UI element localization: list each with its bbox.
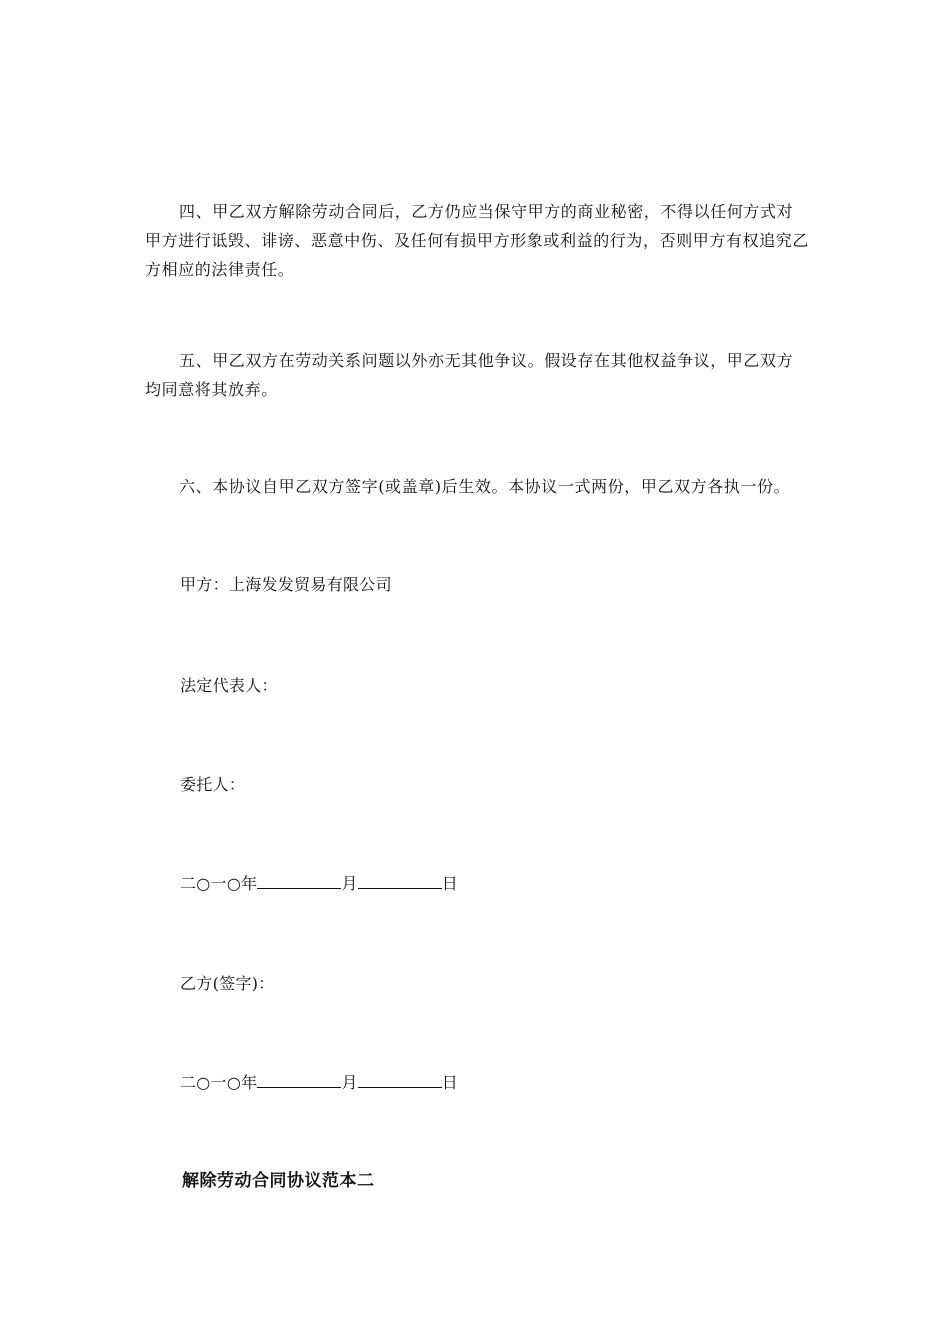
day-blank <box>358 1071 442 1088</box>
party-b-line: 乙方(签字)： <box>180 974 275 993</box>
date-year-label: 二○一○年 <box>180 874 258 893</box>
party-a-line: 甲方：上海发发贸易有限公司 <box>180 575 392 594</box>
date-year-label: 二○一○年 <box>180 1073 258 1092</box>
month-blank <box>257 872 341 889</box>
date-line-party-b <box>180 1068 458 1097</box>
agent-line: 委托人： <box>180 775 246 794</box>
date-day-label: 日 <box>441 1073 459 1092</box>
date-month-label: 月 <box>341 874 358 893</box>
clause-four: 四、甲乙双方解除劳动合同后，乙方仍应当保守甲方的商业秘密，不得以任何方式对甲方进行诋毁、诽谤、恶意中伤、及任何有损甲方形象或利益的行为，否则甲方有权追究乙方相应的法律责任。 <box>145 202 810 279</box>
section-heading: 解除劳动合同协议范本二 <box>182 1171 375 1191</box>
day-blank <box>358 872 442 889</box>
clause-five: 五、甲乙双方在劳动关系问题以外亦无其他争议。假设存在其他权益争议，甲乙双方均同意将其放弃。 <box>145 351 794 399</box>
legal-representative-line: 法定代表人： <box>180 676 278 695</box>
date-month-label: 月 <box>341 1073 358 1092</box>
date-day-label: 日 <box>441 874 459 893</box>
date-line-party-a <box>180 869 458 898</box>
month-blank <box>257 1071 341 1088</box>
clause-six: 六、本协议自甲乙双方签字(或盖章)后生效。本协议一式两份，甲乙双方各执一份。 <box>179 477 791 496</box>
